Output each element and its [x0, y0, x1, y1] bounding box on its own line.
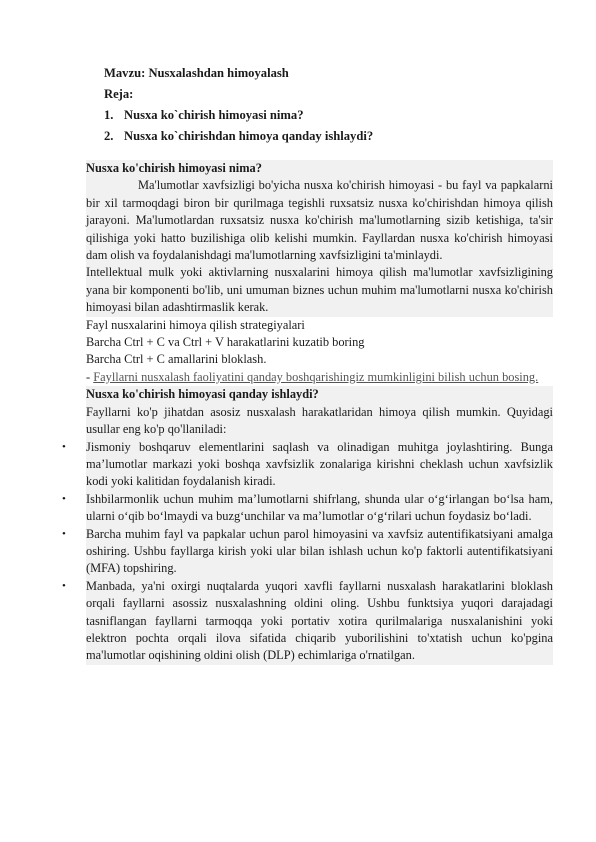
section-heading: Nusxa ko'chirish himoyasi qanday ishlaydi?	[86, 387, 319, 402]
list-item	[62, 526, 553, 578]
plan-item-1	[104, 105, 544, 126]
strategy-link-line	[86, 369, 553, 386]
section-what-is	[86, 160, 553, 317]
plan-item-text: Nusxa ko`chirish himoyasi nima?	[124, 108, 304, 122]
section-how-works	[62, 386, 553, 665]
strategies-block	[86, 317, 553, 387]
list-item	[62, 578, 553, 665]
bullet-icon: •	[62, 527, 66, 540]
list-item	[62, 491, 553, 526]
plan-item-number: 2.	[104, 129, 114, 143]
paragraph: Ma'lumotlar xavfsizligi bo'yicha nusxa ko'chirish himoyasi - bu fayl va papkalarni bir xil tarmoqdagi biron bir qurilmaga tegishli ruxsatsiz nusxa ko'chirishdan himoya qilish jarayoni. Ma'lumotlardan ruxsatsiz nusxa ko'chirish ma'lumotlarning sizib ketishiga, ta'sir qilishiga yoki hatto buzilishiga olib kelishi mumkin. Fayllardan nusxa ko'chirish himoyasi dam olish va foydalanishdagi ma'lumotlarning xavfsizligini ta'minlaydi.	[86, 178, 553, 263]
plan-label: Reja:	[104, 87, 134, 101]
list-item-text: Jismoniy boshqaruv elementlarini saqlash va olinadigan muhitga joylashtiring. Bunga ma’lumotlar markazi yoki boshqa xavfsizlik zonalariga kirishni cheklash uchun xavfsizlik kodi yoki kalitidan foydalanish kiradi.	[86, 439, 553, 489]
method-list	[62, 439, 553, 665]
list-item-text: Barcha muhim fayl va papkalar uchun parol himoyasini va xavfsiz autentifikatsiyani amalga oshiring. Ushbu fayllarga kirish yoki ular bilan ishlash uchun ko'p faktorli autentifikatsiyani (MFA) topshiring.	[86, 526, 553, 576]
list-item-text: Manbada, ya'ni oxirgi nuqtalarda yuqori xavfli fayllarni nusxalash harakatlarini bloklash orqali fayllarni asossiz nusxalashning oldini oling. Ushbu funktsiya yuqori darajadagi tasniflangan fayllarni tarmoqqa yoki portativ xotira qurilmalariga nusxalanishini yoki elektron pochta orqali ilova sifatida chiqarib yuborilishini to'xtatish uchun ko'pgina ma'lumotlar oqishining oldini olish (DLP) echimlariga o'rnatilgan.	[86, 578, 553, 663]
section-heading: Nusxa ko'chirish himoyasi nima?	[86, 161, 262, 175]
paragraph: Fayllarni ko'p jihatdan asosiz nusxalash harakatlaridan himoya qilish mumkin. Quyidagi usullar eng ko'p qo'llaniladi:	[86, 404, 553, 437]
paragraph: Intellektual mulk yoki aktivlarning nusxalarini himoya qilish ma'lumotlar xavfsizligining yana bir komponenti bo'lib, uni umuman biznes uchun muhim ma'lumotlarni nusxa ko'chirish himoyasi bilan adashtirmaslik kerak.	[86, 265, 553, 315]
strategies-title: Fayl nusxalarini himoya qilish strategiyalari	[86, 317, 305, 332]
topic-line	[104, 63, 544, 84]
plan-item-2	[104, 126, 544, 147]
document-header	[104, 63, 544, 147]
bullet-icon: •	[62, 440, 66, 453]
plan-item-number: 1.	[104, 108, 114, 122]
strategy-item: Barcha Ctrl + C amallarini bloklash.	[86, 352, 267, 367]
copy-management-link[interactable]: Fayllarni nusxalash faoliyatini qanday boshqarishingiz mumkinligini bilish uchun bosing.	[93, 369, 539, 384]
document-body	[62, 160, 553, 665]
list-item	[62, 439, 553, 491]
list-item-text: Ishbilarmonlik uchun muhim ma’lumotlarni shifrlang, shunda ular o‘g‘irlangan bo‘lsa ham, ularni o‘qib bo‘lmaydi va buzg‘unchilar va ma’lumotlar o‘g‘rilari uchun foydasiz bo‘ladi.	[86, 491, 553, 524]
strategy-item: Barcha Ctrl + C va Ctrl + V harakatlarini kuzatib boring	[86, 335, 365, 350]
topic-label: Mavzu:	[104, 66, 146, 80]
bullet-icon: •	[62, 492, 66, 505]
bullet-icon: •	[62, 579, 66, 592]
plan-item-text: Nusxa ko`chirishdan himoya qanday ishlaydi?	[124, 129, 374, 143]
topic-title: Nusxalashdan himoyalash	[148, 66, 289, 80]
dash: -	[86, 369, 94, 384]
